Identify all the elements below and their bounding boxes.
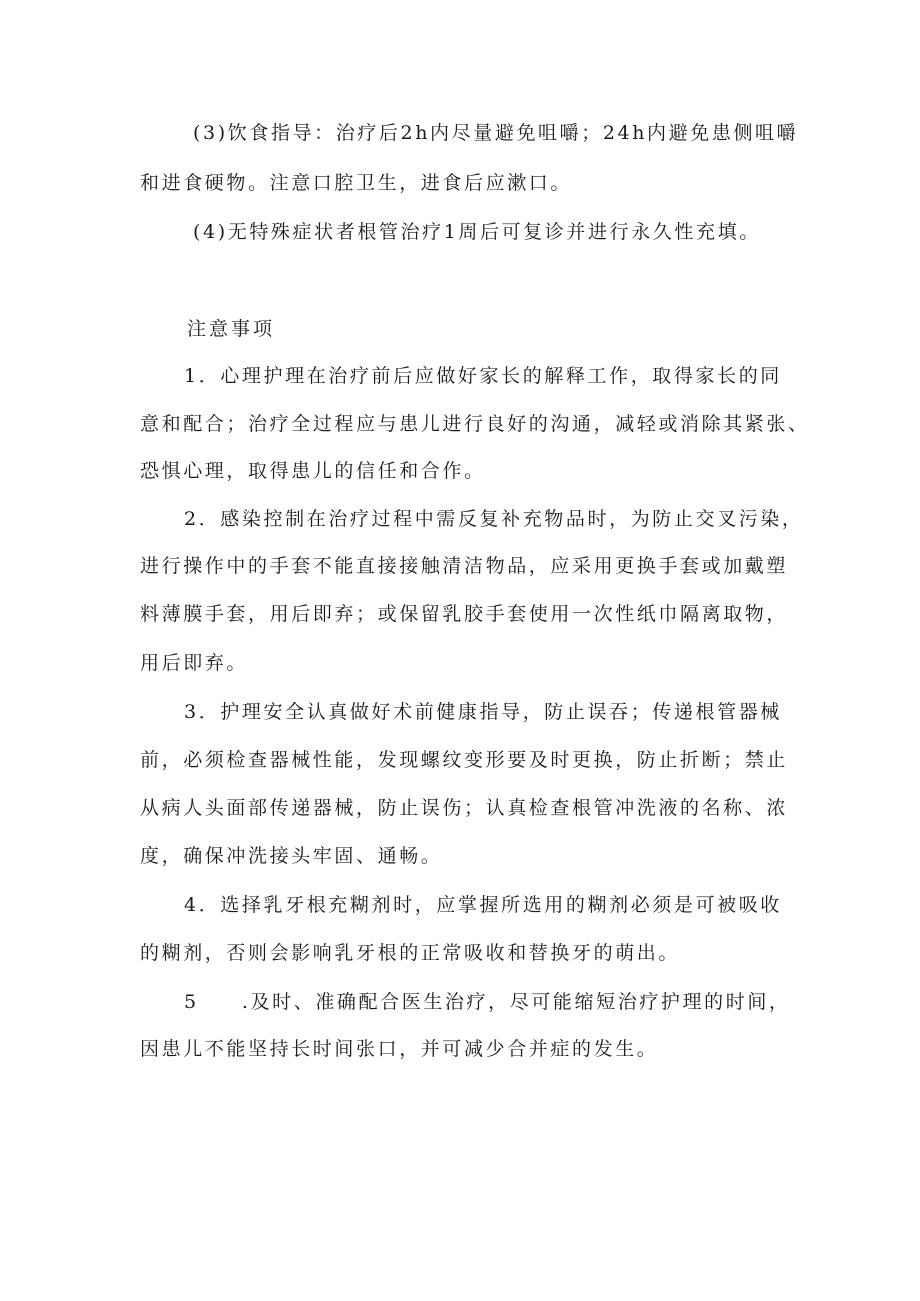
item-2-line-4: 用后即弃。 xyxy=(140,652,249,674)
item-1-line-2: 意和配合；治疗全过程应与患儿进行良好的沟通，减轻或消除其紧张、 xyxy=(140,413,810,435)
item-2-line-3: 料薄膜手套，用后即弃；或保留乳胶手套使用一次性纸巾隔离取物， xyxy=(140,603,789,625)
item-5-line-2: 因患儿不能坚持长时间张口，并可减少合并症的发生。 xyxy=(140,1038,659,1060)
item-2-line-1: 2．感染控制在治疗过程中需反复补充物品时，为防止交叉污染， xyxy=(184,508,804,530)
item-1-line-1: 1．心理护理在治疗前后应做好家长的解释工作，取得家长的同 xyxy=(184,365,782,387)
item-3-line-4: 度，确保冲洗接头牢固、通畅。 xyxy=(140,845,443,867)
item-3-line-3: 从病人头面部传递器械，防止误伤；认真检查根管冲洗液的名称、浓 xyxy=(140,797,789,819)
item-3-line-1: 3．护理安全认真做好术前健康指导，防止误吞；传递根管器械 xyxy=(184,701,782,723)
item-5-line-1: 5 .及时、准确配合医生治疗，尽可能缩短治疗护理的时间， xyxy=(184,991,791,1013)
item-4-line-2: 的糊剂，否则会影响乳牙根的正常吸收和替换牙的萌出。 xyxy=(140,942,681,964)
item-2-line-2: 进行操作中的手套不能直接接触清洁物品，应采用更换手套或加戴塑 xyxy=(140,555,789,577)
item-3-line-2: 前，必须检查器械性能，发现螺纹变形要及时更换，防止折断；禁止 xyxy=(140,749,789,771)
diet-guidance-line-1: (3)饮食指导：治疗后2h内尽量避免咀嚼；24h内避免患侧咀嚼 xyxy=(193,122,799,144)
section-heading: 注意事项 xyxy=(187,318,276,340)
follow-up-line: (4)无特殊症状者根管治疗1周后可复诊并进行永久性充填。 xyxy=(193,221,761,243)
item-4-line-1: 4．选择乳牙根充糊剂时，应掌握所选用的糊剂必须是可被吸收 xyxy=(184,894,782,916)
diet-guidance-line-2: 和进食硬物。注意口腔卫生，进食后应漱口。 xyxy=(140,172,573,194)
item-1-line-3: 恐惧心理，取得患儿的信任和合作。 xyxy=(140,460,486,482)
